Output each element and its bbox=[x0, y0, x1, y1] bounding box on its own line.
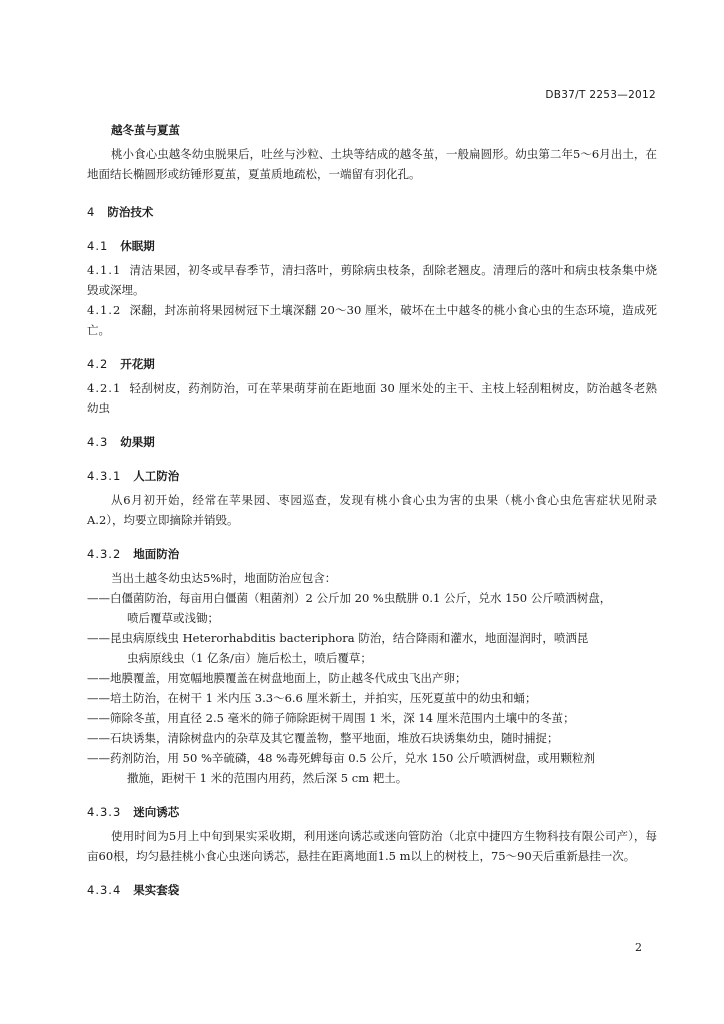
item-4-1-1 bbox=[87, 260, 657, 300]
page-number: 2 bbox=[635, 941, 642, 954]
list-item-text: ——石块诱集，清除树盘内的杂草及其它覆盖物，整平地面，堆放石块诱集幼虫，随时捕捉； bbox=[87, 731, 559, 745]
section-title: 开花期 bbox=[120, 357, 155, 371]
section-title: 果实套袋 bbox=[133, 883, 180, 897]
section-title: 迷向诱芯 bbox=[133, 805, 180, 819]
paragraph-4-3-2-intro: 当出土越冬幼虫达5%时，地面防治应包含： bbox=[111, 571, 337, 585]
heading-overwinter: 越冬茧与夏茧 bbox=[111, 123, 180, 137]
heading-4-3-4 bbox=[87, 880, 657, 900]
list-item bbox=[87, 668, 657, 688]
heading-4-3 bbox=[87, 432, 657, 452]
list-item-continuation: 喷后覆草或浅锄； bbox=[127, 611, 219, 625]
section-title: 地面防治 bbox=[133, 547, 180, 561]
list-item-text: ——筛除冬茧，用直径 2.5 毫米的筛子筛除距树干周围 1 米，深 14 厘米范围内土壤中的冬茧； bbox=[87, 711, 575, 725]
list-item bbox=[87, 588, 657, 628]
list-item bbox=[87, 708, 657, 728]
section-number: 4.2 bbox=[87, 357, 109, 371]
item-number: 4.1.1 bbox=[87, 263, 122, 277]
section-number: 4.3.2 bbox=[87, 547, 122, 561]
heading-4-3-3 bbox=[87, 802, 657, 822]
section-number: 4.1 bbox=[87, 239, 109, 253]
item-text: 深翻，封冻前将果园树冠下土壤深翻 20～30 厘米，破坏在土中越冬的桃小食心虫的生态环境，造成死亡。 bbox=[87, 303, 657, 337]
list-item-text: ——培土防治，在树干 1 米内压 3.3～6.6 厘米新土，并拍实，压死夏茧中的幼虫和蛹； bbox=[87, 691, 537, 705]
heading-4 bbox=[87, 202, 657, 222]
list-item-continuation: 虫病原线虫（1 亿条/亩）施后松土，喷后覆草； bbox=[127, 651, 372, 665]
paragraph-overwinter: 桃小食心虫越冬幼虫脱果后，吐丝与沙粒、土块等结成的越冬茧，一般扁圆形。幼虫第二年5～6月出土，在地面结长椭圆形或纺锤形夏茧，夏茧质地疏松，一端留有羽化孔。 bbox=[87, 147, 657, 181]
section-number: 4.3 bbox=[87, 435, 109, 449]
section-title: 防治技术 bbox=[107, 205, 154, 219]
section-number: 4.3.4 bbox=[87, 883, 122, 897]
item-number: 4.2.1 bbox=[87, 381, 122, 395]
section-title: 休眠期 bbox=[120, 239, 155, 253]
list-item bbox=[87, 688, 657, 708]
item-text: 轻刮树皮，药剂防治，可在苹果萌芽前在距地面 30 厘米处的主干、主枝上轻刮粗树皮，防治越冬老熟幼虫 bbox=[87, 381, 657, 415]
list-item bbox=[87, 628, 657, 668]
paragraph-4-3-1: 从6月初开始，经常在苹果园、枣园巡查，发现有桃小食心虫为害的虫果（桃小食心虫危害症状见附录A.2），均要立即摘除并销毁。 bbox=[87, 493, 657, 527]
list-item-text: ——白僵菌防治，每亩用白僵菌（粗菌剂）2 公斤加 20 %虫酰肼 0.1 公斤，兑水 150 公斤喷洒树盘， bbox=[87, 591, 612, 605]
item-number: 4.1.2 bbox=[87, 303, 122, 317]
list-item bbox=[87, 748, 657, 788]
list-item-text: ——药剂防治，用 50 %辛硫磷，48 %毒死蜱每亩 0.5 公斤，兑水 150 公斤喷洒树盘，或用颗粒剂 bbox=[87, 751, 595, 765]
item-text: 清洁果园，初冬或早春季节，清扫落叶，剪除病虫枝条，刮除老翘皮。清理后的落叶和病虫枝条集中烧毁或深埋。 bbox=[87, 263, 657, 297]
section-title: 人工防治 bbox=[133, 469, 180, 483]
list-item-text: ——昆虫病原线虫 Heterorhabditis bacteriphora 防治，结合降雨和灌水，地面湿润时，喷洒昆 bbox=[87, 631, 589, 645]
heading-4-3-2 bbox=[87, 544, 657, 564]
control-measures-list bbox=[87, 588, 657, 788]
heading-4-3-1 bbox=[87, 466, 657, 486]
section-title: 幼果期 bbox=[120, 435, 155, 449]
list-item-text: ——地膜覆盖，用宽幅地膜覆盖在树盘地面上，防止越冬代成虫飞出产卵； bbox=[87, 671, 467, 685]
list-item-continuation: 撒施，距树干 1 米的范围内用药，然后深 5 cm 耙土。 bbox=[127, 771, 408, 785]
item-4-2-1 bbox=[87, 378, 657, 418]
section-number: 4.3.3 bbox=[87, 805, 122, 819]
heading-4-1 bbox=[87, 236, 657, 256]
section-number: 4 bbox=[87, 205, 96, 219]
document-body bbox=[87, 120, 657, 900]
item-4-1-2 bbox=[87, 300, 657, 340]
heading-4-2 bbox=[87, 354, 657, 374]
list-item bbox=[87, 728, 657, 748]
section-number: 4.3.1 bbox=[87, 469, 122, 483]
paragraph-4-3-3: 使用时间为5月上中旬到果实采收期，利用迷向诱芯或迷向管防治（北京中捷四方生物科技有限公司产），每亩60根，均匀悬挂桃小食心虫迷向诱芯，悬挂在距离地面1.5 m以上的树枝上，75～90天后重新悬挂一次。 bbox=[87, 829, 657, 863]
document-code: DB37/T 2253—2012 bbox=[545, 89, 656, 101]
